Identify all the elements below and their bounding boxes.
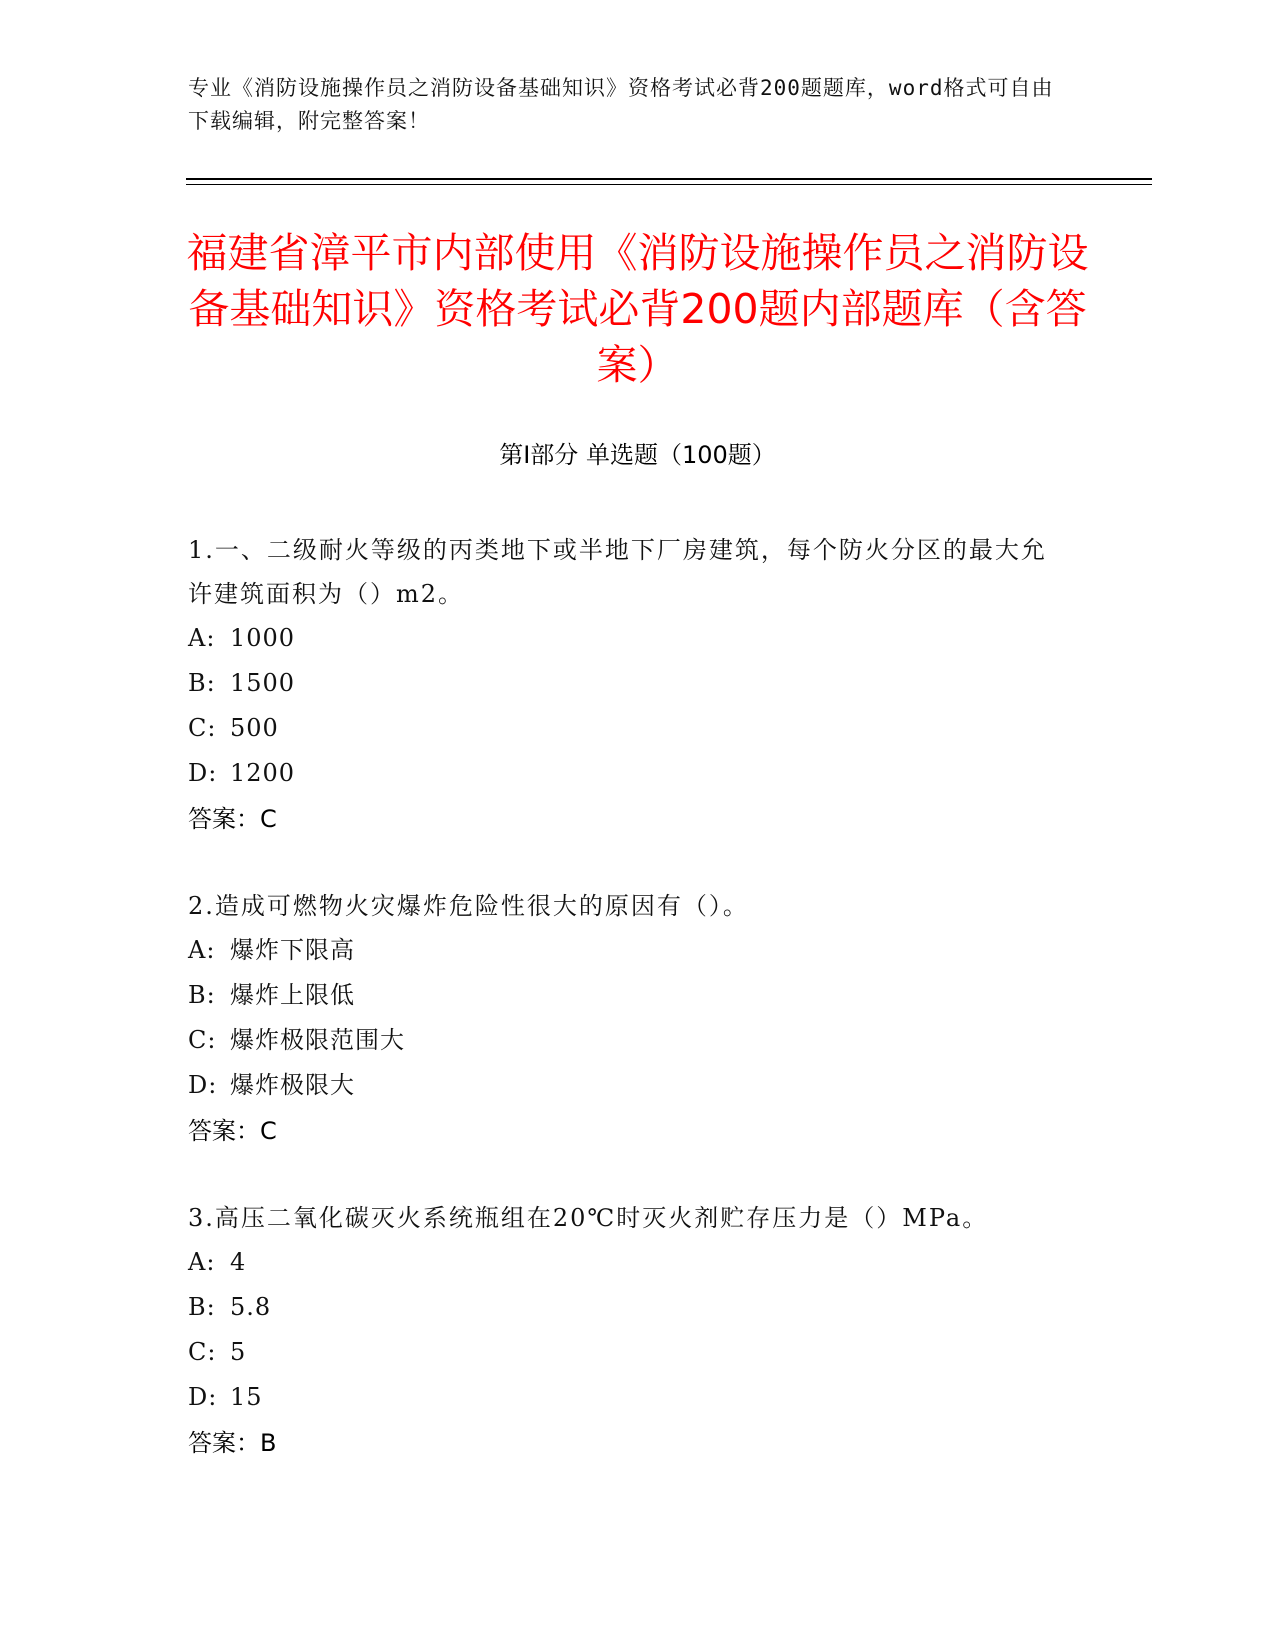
option-key: C: bbox=[188, 1338, 217, 1366]
option-key: A: bbox=[188, 936, 216, 964]
section-title: 第I部分 单选题（100题） bbox=[499, 441, 776, 469]
document-title: 福建省漳平市内部使用《消防设施操作员之消防设备基础知识》资格考试必背200题内部题库（含答案） bbox=[186, 229, 1089, 389]
question-item bbox=[188, 1196, 1068, 1466]
option-key: B: bbox=[188, 669, 216, 697]
option-key: D: bbox=[188, 1071, 218, 1099]
question-option bbox=[188, 616, 1068, 661]
question-stem: 2.造成可燃物火灾爆炸危险性很大的原因有（）。 bbox=[188, 892, 749, 920]
question-option bbox=[188, 751, 1068, 796]
question-option bbox=[188, 973, 1068, 1018]
question-answer: 答案：C bbox=[188, 1117, 277, 1145]
question-stem: 1.一、二级耐火等级的丙类地下或半地下厂房建筑，每个防火分区的最大允许建筑面积为（）m2。 bbox=[188, 536, 1047, 608]
question-option bbox=[188, 706, 1068, 751]
question-option bbox=[188, 1375, 1068, 1420]
question-item bbox=[188, 884, 1068, 1154]
option-text: 爆炸极限大 bbox=[230, 1071, 355, 1099]
option-key: D: bbox=[188, 759, 218, 787]
question-option bbox=[188, 1063, 1068, 1108]
option-text: 1200 bbox=[230, 759, 296, 787]
question-stem: 3.高压二氧化碳灭火系统瓶组在20℃时灭火剂贮存压力是（）MPa。 bbox=[188, 1204, 989, 1232]
question-answer: 答案：B bbox=[188, 1429, 277, 1457]
question-answer: 答案：C bbox=[188, 805, 277, 833]
option-text: 1000 bbox=[230, 624, 296, 652]
option-key: B: bbox=[188, 1293, 216, 1321]
option-key: A: bbox=[188, 624, 216, 652]
option-text: 爆炸上限低 bbox=[230, 981, 355, 1009]
option-key: A: bbox=[188, 1248, 216, 1276]
option-key: D: bbox=[188, 1383, 218, 1411]
option-text: 5 bbox=[230, 1338, 247, 1366]
option-text: 爆炸下限高 bbox=[230, 936, 355, 964]
option-text: 1500 bbox=[230, 669, 296, 697]
question-option bbox=[188, 661, 1068, 706]
question-option bbox=[188, 1330, 1068, 1375]
option-text: 500 bbox=[230, 714, 279, 742]
question-option bbox=[188, 1285, 1068, 1330]
option-key: C: bbox=[188, 714, 217, 742]
question-option bbox=[188, 928, 1068, 973]
option-text: 15 bbox=[230, 1383, 263, 1411]
option-text: 4 bbox=[230, 1248, 247, 1276]
question-list bbox=[188, 528, 1068, 1508]
option-text: 5.8 bbox=[230, 1293, 272, 1321]
header-divider-thin bbox=[186, 184, 1152, 185]
question-item bbox=[188, 528, 1068, 842]
header-note: 专业《消防设施操作员之消防设备基础知识》资格考试必背200题题库，word格式可自由下载编辑，附完整答案！ bbox=[188, 76, 1054, 133]
option-text: 爆炸极限范围大 bbox=[230, 1026, 405, 1054]
question-option bbox=[188, 1018, 1068, 1063]
question-option bbox=[188, 1240, 1068, 1285]
option-key: B: bbox=[188, 981, 216, 1009]
header-divider-thick bbox=[186, 178, 1152, 180]
option-key: C: bbox=[188, 1026, 217, 1054]
